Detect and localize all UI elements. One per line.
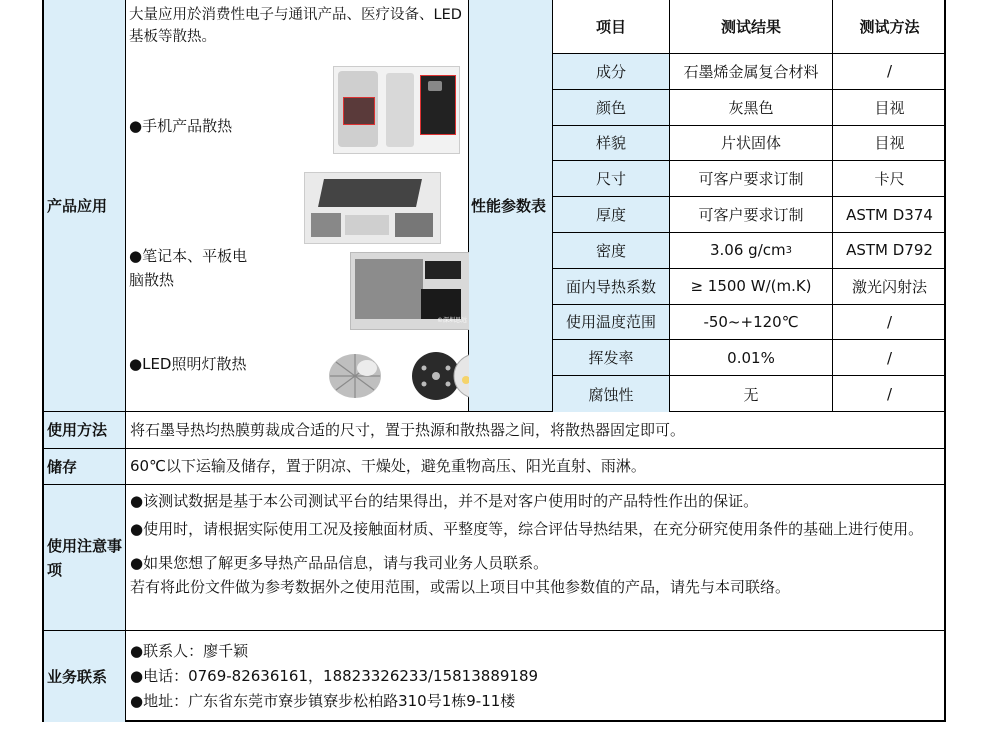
spec-header-text: 测试方法 xyxy=(859,18,920,36)
spec-result-text: 可客户要求订制 xyxy=(698,206,804,225)
label-contact: 业务联系 xyxy=(44,631,126,722)
spec-method-text: ASTM D374 xyxy=(846,205,933,224)
label-usage: 使用方法 xyxy=(44,412,126,449)
spec-method-text: 目视 xyxy=(874,98,905,117)
spec-header-text: 测试结果 xyxy=(720,18,781,36)
spec-row xyxy=(553,376,946,412)
spec-method xyxy=(833,269,946,304)
spec-row xyxy=(553,233,946,269)
spec-result xyxy=(670,376,833,412)
spec-method xyxy=(833,197,946,232)
spec-row xyxy=(553,126,946,162)
spec-item-text: 样貌 xyxy=(595,134,626,153)
spec-method xyxy=(833,90,946,125)
usage-text: 将石墨导热均热膜剪裁成合适的尺寸，置于热源和散热器之间，将散热器固定即可。 xyxy=(126,412,946,449)
spec-method xyxy=(833,376,946,412)
contact-content xyxy=(126,631,946,722)
spec-method-text: 卡尺 xyxy=(874,170,905,189)
application-content xyxy=(126,0,469,412)
spec-item xyxy=(553,340,670,375)
application-intro: 大量应用於消费性电子与通讯产品、医疗设备、LED基板等散热。 xyxy=(129,7,462,45)
spec-method xyxy=(833,305,946,340)
spec-result xyxy=(670,161,833,196)
led-label: ●LED照明灯散热 xyxy=(129,355,247,373)
contact-person: ●联系人：廖千颖 xyxy=(130,642,249,660)
spec-item xyxy=(553,54,670,89)
spec-item xyxy=(553,90,670,125)
spec-method-text: 目视 xyxy=(874,134,905,153)
spec-item xyxy=(553,269,670,304)
spec-method-text: / xyxy=(886,385,893,404)
spec-result-text: 无 xyxy=(743,385,759,404)
spec-method-text: / xyxy=(886,348,893,367)
spec-result-text: 灰黑色 xyxy=(728,98,774,117)
spec-result-text: ≥ 1500 W/(m.K) xyxy=(690,277,812,296)
spec-method-text: 激光闪射法 xyxy=(851,277,927,296)
spec-method-text: / xyxy=(886,312,893,331)
datasheet-table xyxy=(42,0,946,722)
contact-phone: ●电话：0769-82636161，18823326233/15813889189 xyxy=(130,667,539,685)
label-notes xyxy=(44,485,126,631)
spec-result-text: 0.01% xyxy=(727,348,775,367)
spec-result xyxy=(670,197,833,232)
density-superscript: 3 xyxy=(785,244,792,256)
spec-row xyxy=(553,269,946,305)
contact-address: ●地址：广东省东莞市寮步镇寮步松柏路310号1栋9-11楼 xyxy=(130,692,516,710)
spec-item xyxy=(553,126,670,161)
storage-text: 60℃以下运输及储存，置于阴凉、干燥处，避免重物高压、阳光直射、雨淋。 xyxy=(126,449,946,485)
spec-result-text: 可客户要求订制 xyxy=(698,170,804,189)
spec-method xyxy=(833,340,946,375)
spec-item-text: 密度 xyxy=(595,241,626,260)
spec-table xyxy=(553,0,946,412)
spec-result xyxy=(670,54,833,89)
spec-row xyxy=(553,305,946,341)
spec-method-text: / xyxy=(886,62,893,81)
spec-method xyxy=(833,126,946,161)
laptop-photo-1 xyxy=(304,172,441,244)
spec-result xyxy=(670,233,833,268)
spec-method-text: ASTM D792 xyxy=(846,241,933,260)
spec-result xyxy=(670,305,833,340)
spec-header-text: 项目 xyxy=(595,18,626,36)
note-1: ●该测试数据是基于本公司测试平台的结果得出，并不是对客户使用时的产品特性作出的保证。 xyxy=(130,492,759,510)
spec-header-cell xyxy=(670,0,833,53)
spec-item-text: 挥发率 xyxy=(588,349,634,368)
spec-item-text: 面内导热系数 xyxy=(565,277,656,296)
spec-result-text: 3.06 g/cm xyxy=(710,241,786,260)
spec-result xyxy=(670,90,833,125)
label-notes-text: 使用注意事项 xyxy=(47,536,123,579)
spec-method xyxy=(833,54,946,89)
spec-result-text: 石墨烯金属复合材料 xyxy=(683,62,819,81)
led-heatsink-photo xyxy=(322,346,388,404)
spec-row xyxy=(553,197,946,233)
spec-method xyxy=(833,161,946,196)
spec-result-text: 片状固体 xyxy=(720,134,781,153)
label-performance: 性能参数表 xyxy=(469,0,553,412)
spec-result-text: -50~+120℃ xyxy=(703,312,799,331)
spec-item-text: 使用温度范围 xyxy=(565,313,656,332)
spec-result xyxy=(670,126,833,161)
note-2: ●使用时，请根据实际使用工况及接触面材质、平整度等，综合评估导热结果，在充分研究使用条件的基础上进行使用。 xyxy=(130,520,924,538)
laptop-photo-2 xyxy=(350,252,472,330)
spec-item-text: 颜色 xyxy=(595,98,626,117)
spec-result xyxy=(670,340,833,375)
spec-method xyxy=(833,233,946,268)
spec-header-row xyxy=(553,0,946,54)
spec-header-cell xyxy=(833,0,946,53)
watermark-text: ©深圳思远 xyxy=(437,317,468,324)
spec-item xyxy=(553,233,670,268)
spec-row xyxy=(553,340,946,376)
spec-row xyxy=(553,54,946,90)
spec-row xyxy=(553,90,946,126)
label-storage: 储存 xyxy=(44,449,126,485)
phone-label: ●手机产品散热 xyxy=(129,117,233,135)
spec-header-cell xyxy=(553,0,670,53)
spec-item xyxy=(553,197,670,232)
spec-item-text: 成分 xyxy=(595,62,626,81)
spec-item xyxy=(553,161,670,196)
spec-item-text: 腐蚀性 xyxy=(588,385,634,404)
laptop-label: ●笔记本、平板电脑散热 xyxy=(129,247,248,289)
spec-row xyxy=(553,161,946,197)
note-4: 若有将此份文件做为参考数据外之使用范围，或需以上项目中其他参数值的产品，请先与本司联络。 xyxy=(130,578,791,596)
notes-content xyxy=(126,485,946,631)
spec-item xyxy=(553,376,670,412)
spec-item xyxy=(553,305,670,340)
note-3: ●如果您想了解更多导热产品品信息，请与我司业务人员联系。 xyxy=(130,554,549,572)
label-application: 产品应用 xyxy=(44,0,126,412)
spec-item-text: 厚度 xyxy=(595,206,626,225)
phone-photo xyxy=(333,66,460,154)
spec-item-text: 尺寸 xyxy=(595,170,626,189)
spec-result xyxy=(670,269,833,304)
